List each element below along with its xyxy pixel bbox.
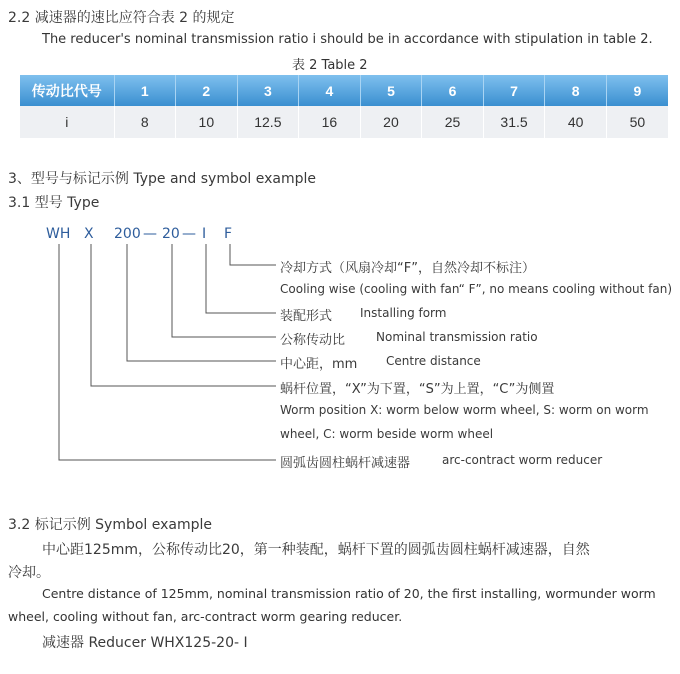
table-cell: 50 <box>606 106 668 138</box>
leader-200 <box>127 244 276 361</box>
label-ratio-cn: 公称传动比 <box>280 333 346 348</box>
example-marking: 减速器 Reducer WHX125-20- Ⅰ <box>42 635 248 651</box>
table-row-label: i <box>20 106 114 138</box>
leader-wh <box>59 244 276 460</box>
section-2-2-english: The reducer's nominal transmission ratio i should be in accordance with stipulation in table 2. <box>42 32 653 47</box>
table-caption: 表 2 Table 2 <box>292 58 368 73</box>
code-x: X <box>84 226 94 242</box>
table-cell: 25 <box>422 106 484 138</box>
leader-i <box>206 244 276 313</box>
table-header-cell: 7 <box>483 75 545 106</box>
section-3-1-heading: 3.1 型号 Type <box>8 195 100 211</box>
table-cell: 8 <box>114 106 176 138</box>
label-worm-en-2: wheel, C: worm beside worm wheel <box>280 427 494 441</box>
example-en-line-2: wheel, cooling without fan, arc-contract worm gearing reducer. <box>8 609 403 624</box>
table-header-cell: 2 <box>176 75 238 106</box>
label-install-cn: 装配形式 <box>280 309 333 324</box>
table-cell: 20 <box>360 106 422 138</box>
label-centre-cn: 中心距，mm <box>280 357 358 372</box>
label-worm-en-1: Worm position X: worm below worm wheel, S: worm on worm <box>280 403 649 417</box>
table-cell: 40 <box>545 106 607 138</box>
leader-20 <box>172 244 276 337</box>
code-200: 200 <box>114 226 141 242</box>
table-header-cell: 8 <box>545 75 607 106</box>
table-header-cell: 3 <box>237 75 299 106</box>
label-cooling-en: Cooling wise (cooling with fan“ F”, no means cooling without fan) <box>280 282 673 296</box>
example-cn-line-1: 中心距125mm，公称传动比20，第一种装配，蜗杆下置的圆弧齿圆柱蜗杆减速器，自然 <box>42 542 590 558</box>
table-cell: 12.5 <box>237 106 299 138</box>
table-cell: 16 <box>299 106 361 138</box>
label-cooling-cn: 冷却方式（风扇冷却“F”，自然冷却不标注） <box>280 261 535 276</box>
leader-f <box>230 244 276 265</box>
table-cell: 31.5 <box>483 106 545 138</box>
table-header-cell: 9 <box>606 75 668 106</box>
example-cn-line-2: 冷却。 <box>8 565 50 581</box>
label-install-en: Installing form <box>360 306 447 320</box>
section-3-heading: 3、型号与标记示例 Type and symbol example <box>8 171 317 187</box>
label-reducer-cn: 圆弧齿圆柱蜗杆减速器 <box>280 456 411 471</box>
label-ratio-en: Nominal transmission ratio <box>376 330 538 344</box>
table-header-cell: 6 <box>422 75 484 106</box>
code-f: F <box>224 226 233 242</box>
code-dash-2: — <box>182 226 196 242</box>
label-reducer-en: arc-contract worm reducer <box>442 453 603 467</box>
label-worm-cn: 蜗杆位置，“X”为下置，“S”为上置，“C”为侧置 <box>280 382 555 397</box>
table-header-cell: 1 <box>114 75 176 106</box>
example-en-line-1: Centre distance of 125mm, nominal transmission ratio of 20, the first installing, wormunder worm <box>42 586 656 601</box>
table-header-cell: 5 <box>360 75 422 106</box>
table-header-label: 传动比代号 <box>20 75 114 106</box>
code-i: I <box>202 226 207 242</box>
code-20: 20 <box>162 226 180 242</box>
table-cell: 10 <box>176 106 238 138</box>
table-header-cell: 4 <box>299 75 361 106</box>
section-2-2-heading: 2.2 减速器的速比应符合表 2 的规定 <box>8 10 235 26</box>
code-dash-1: — <box>143 226 157 242</box>
label-centre-en: Centre distance <box>386 354 481 368</box>
section-3-2-heading: 3.2 标记示例 Symbol example <box>8 517 213 533</box>
code-wh: WH <box>46 226 71 242</box>
